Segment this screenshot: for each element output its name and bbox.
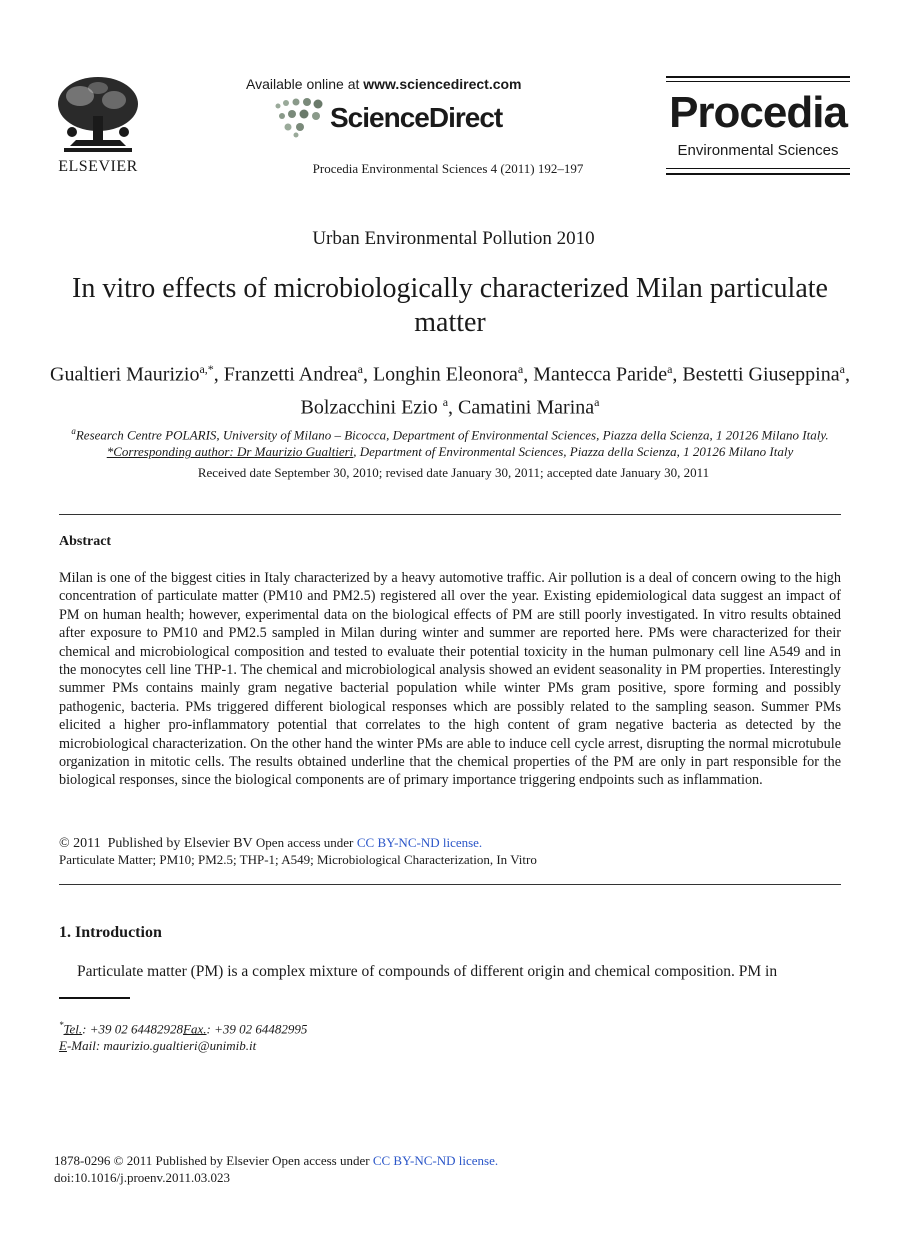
footer-issn (54, 1153, 498, 1169)
author-affiliation-sup: a (442, 394, 449, 409)
footer-open-access: Open access under (272, 1153, 370, 1168)
tel-value: : +39 02 64482928 (82, 1021, 184, 1037)
author-affiliation-sup: a (594, 394, 600, 409)
abstract-text: Milan is one of the biggest cities in Italy characterized by a heavy automotive traffic. Air pollution is a deal of concern owing to the high concentration of particulate matter (PM10 and PM2.5) registered all over the year. Existing epidemiological data suggest an impact of PM on human health; however, experimental data on the biological effects of PM are still poorly investigated. In vitro results obtained after exposure to PM10 and PM2.5 sampled in Milan during winter and summer are reported here. PMs were characterized for their chemical and microbiological composition and tested to evaluate their potential toxicity in the human pulmonary cell line A549 and in the monocytes cell line THP-1. The chemical and microbiological analysis showed an evident seasonality in PM properties. Interestingly summer PMs contains mainly gram negative bacterial population while winter PMs gram positive, spore forming and possibly pathogenic, bacteria. PMs triggered different biological responses which are possibly related to the sampling season. Summer PMs elicited a higher pro-inflammatory potential that correlates to the high content of gram negative bacteria as detected by the microbiological characterization. On the other hand the winter PMs are able to induce cell cycle arrest, disrupting the normal microtubule organization in mitotic cells. The results obtained underline that the chemical properties of the PM are only in part responsible for the biological responses, since the biological components are of primary importance triggering endpoints such as inflammation. (59, 570, 841, 789)
procedia-top-rule (666, 76, 850, 78)
bottom-divider (59, 884, 841, 885)
available-prefix: Available online at (246, 76, 360, 92)
received-dates: Received date September 30, 2010; revised date January 30, 2011; accepted date January 30, 2011 (197, 465, 710, 480)
author-affiliation-sup: a (357, 362, 363, 376)
affiliation-text: Research Centre POLARIS, University of Milano – Bicocca, Department of Environmental Sciences, Piazza della Scienza, 1 20126 Milano Italy. (75, 427, 829, 443)
corresponding-author-address: , Department of Environmental Sciences, Piazza della Scienza, 1 20126 Milano Italy (353, 444, 794, 460)
footnote-rule (59, 997, 130, 999)
tel-label: Tel. (63, 1021, 83, 1037)
footer-license-link[interactable]: CC BY-NC-ND license. (372, 1153, 499, 1168)
open-access-label: Open access under (255, 835, 354, 850)
corresponding-author-label: *Corresponding author: Dr Maurizio Gualtieri (106, 444, 354, 460)
procedia-bottom-rule-thin (666, 168, 850, 169)
keywords: Particulate Matter; PM10; PM2.5; THP-1; A549; Microbiological Characterization, In Vitro (59, 852, 537, 867)
abstract-heading: Abstract (59, 534, 112, 549)
conference-name: Urban Environmental Pollution 2010 (312, 228, 595, 249)
affiliations (40, 423, 860, 460)
introduction-heading: 1. Introduction (59, 924, 162, 941)
copyright-year: © 2011 (59, 836, 101, 851)
procedia-name: Procedia (669, 88, 847, 137)
author-name: Bolzacchini Ezio (300, 396, 443, 419)
journal-reference-text: Procedia Environmental Sciences 4 (2011) 192–197 (312, 161, 584, 176)
procedia-top-rule-thin (666, 81, 850, 82)
sciencedirect-name: ScienceDirect (330, 102, 503, 133)
author-name: Gualtieri Maurizio (50, 363, 200, 386)
sciencedirect-dots-icon (272, 98, 328, 138)
introduction-text: Particulate matter (PM) is a complex mixture of compounds of different origin and chemical composition. PM in (77, 963, 778, 980)
author-name: Mantecca Paride (533, 363, 668, 386)
sciencedirect-url[interactable]: www.sciencedirect.com (363, 76, 522, 92)
fax-value: : +39 02 64482995 (206, 1021, 308, 1037)
author-affiliation-sup: a (667, 362, 673, 376)
email-text: -Mail: maurizio.gualtieri@unimib.it (66, 1038, 257, 1053)
sciencedirect-logo (272, 98, 512, 138)
email-first-letter: E (59, 1038, 67, 1053)
footer-doi[interactable]: doi:10.1016/j.proenv.2011.03.023 (54, 1170, 230, 1185)
author-name: Bestetti Giuseppina (682, 363, 840, 386)
author-name: Camatini Marina (458, 396, 595, 419)
procedia-subtitle: Environmental Sciences (677, 142, 839, 159)
author-affiliation-sup: a,* (199, 362, 214, 376)
paper-title: In vitro effects of microbiologically characterized Milan particulate matter (72, 273, 828, 338)
publisher-name: ELSEVIER (58, 158, 138, 175)
author-name: Franzetti Andrea (223, 363, 358, 386)
affiliation-sup: a (71, 426, 76, 436)
corresponding-author-line (40, 443, 860, 460)
top-divider (59, 514, 841, 515)
author-affiliation-sup: a (517, 362, 524, 376)
footnote-star: * (59, 1020, 64, 1030)
procedia-logo (666, 76, 850, 176)
procedia-bottom-rule (666, 173, 850, 175)
author-name: Longhin Eleonora (372, 363, 518, 386)
copyright-line (59, 835, 482, 852)
footer-issn-text: 1878-0296 © 2011 Published by Elsevier (54, 1153, 269, 1168)
author-list: Gualtieri Maurizio$^{a,*}$, Franzetti Andrea$^a$, Longhin Eleonora$^a$, Mantecca Paride$^a$, Bestetti Giuseppina$^a$, Bolzacchini Ezio $^a$, Camatini Marina$^a$ (50, 362, 850, 419)
author-affiliation-sup: a (839, 362, 845, 376)
elsevier-tree-icon (50, 74, 146, 158)
copyright-publisher: Published by Elsevier BV (107, 836, 253, 851)
fax-label: Fax. (183, 1021, 207, 1037)
license-link[interactable]: CC BY-NC-ND license. (356, 835, 483, 850)
footnote-phone (59, 1020, 307, 1037)
footnote-email (59, 1038, 256, 1054)
affiliation-line (40, 423, 860, 443)
available-online (246, 76, 522, 92)
